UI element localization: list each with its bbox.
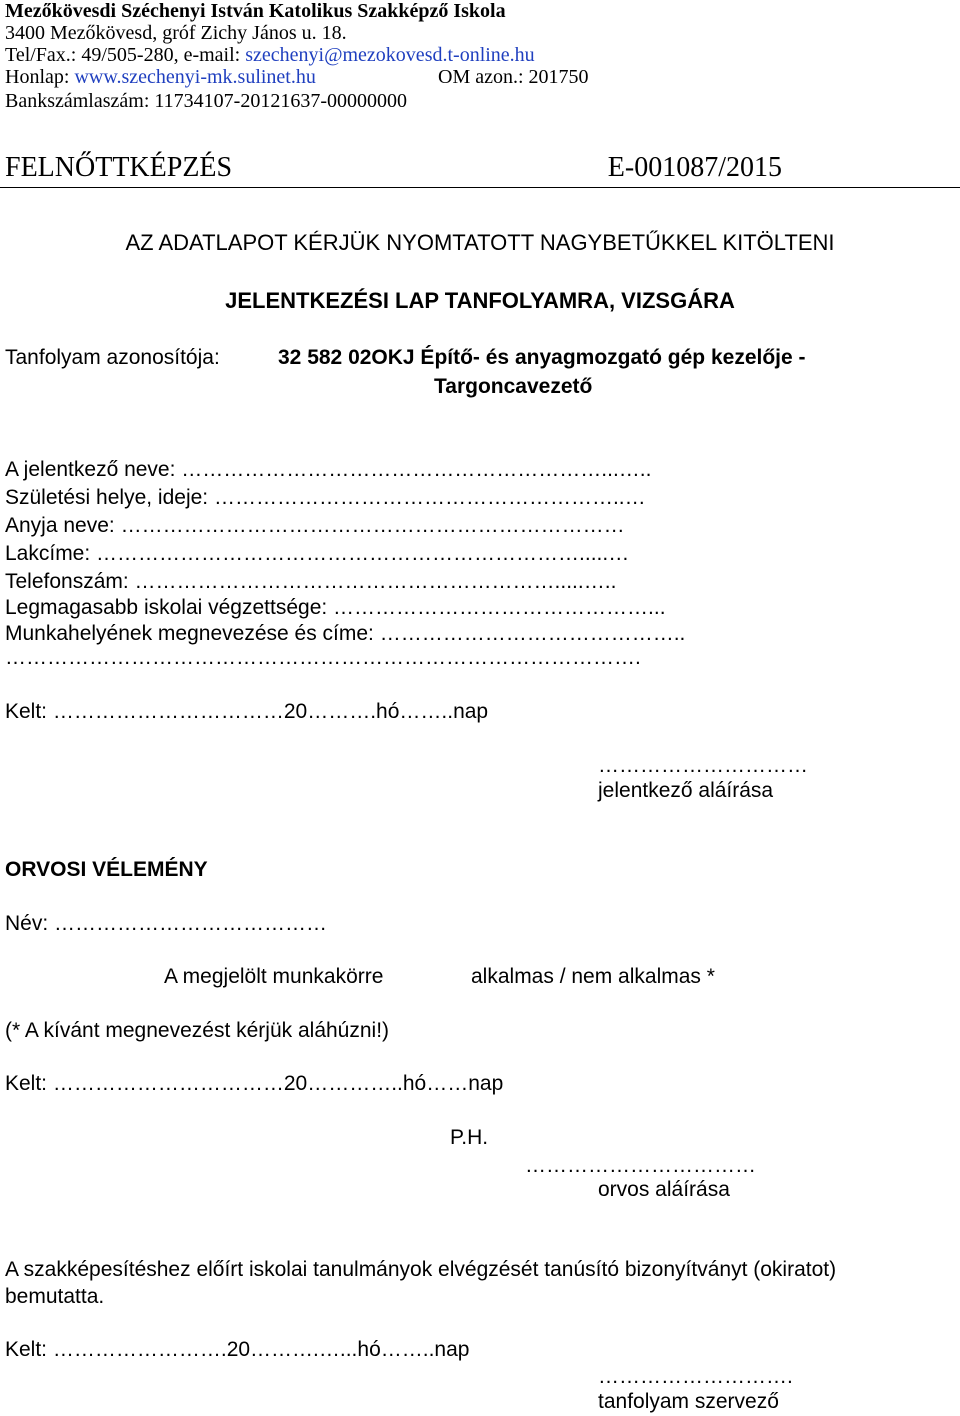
doctor-signature-label: orvos aláírása	[598, 1178, 730, 1201]
school-address: 3400 Mezőkövesd, gróf Zichy János u. 18.	[5, 22, 347, 44]
course-value-cont: Targoncavezető	[434, 375, 593, 398]
form-title: JELENTKEZÉSI LAP TANFOLYAMRA, VIZSGÁRA	[225, 288, 735, 313]
organizer-signature-line: ……………………….	[598, 1365, 793, 1388]
fill-instruction: AZ ADATLAPOT KÉRJÜK NYOMTATOTT NAGYBETŰKKEL KITÖLTENI	[125, 230, 835, 255]
course-label: Tanfolyam azonosítója:	[5, 346, 220, 369]
organizer-signature-label: tanfolyam szervező	[598, 1390, 779, 1413]
school-name: Mezőkövesdi Széchenyi István Katolikus Szakképző Iskola	[5, 0, 506, 22]
applicant-signature-line: …………………………	[598, 754, 808, 777]
workplace-field: Munkahelyének megnevezése és címe: ……………………………………..	[5, 622, 686, 645]
title-divider	[0, 187, 960, 188]
workplace-field-cont: ……………………………………………………………………………….	[5, 646, 641, 669]
applicant-name-field: A jelentkező neve: ……………………………………………………...…..	[5, 458, 652, 481]
applicant-signature-label: jelentkező aláírása	[598, 779, 774, 802]
phone-field: Telefonszám: …………………………………………………….....…..	[5, 570, 617, 593]
medical-name-field: Név: …………………………………	[5, 912, 328, 935]
bank-account: Bankszámlaszám: 11734107-20121637-00000000	[5, 90, 407, 112]
contact-line	[5, 44, 535, 66]
homepage-line	[5, 66, 316, 88]
medical-date-field: Kelt: ……………………………20…………..hó……nap	[5, 1072, 504, 1095]
address-field: Lakcíme: …………………………………………………………….....…	[5, 542, 630, 565]
telfax-label: Tel/Fax.: 49/505-280, e-mail:	[5, 44, 246, 66]
om-id: OM azon.: 201750	[438, 66, 589, 88]
job-label: A megjelölt munkakörre	[164, 965, 384, 988]
section-title: FELNŐTTKÉPZÉS	[5, 152, 233, 183]
underline-note: (* A kívánt megnevezést kérjük aláhúzni!)	[5, 1019, 390, 1042]
fitness-options: alkalmas / nem alkalmas *	[471, 965, 715, 988]
email-link[interactable]: szechenyi@mezokovesd.t-online.hu	[245, 44, 535, 66]
homepage-label: Honlap:	[5, 66, 75, 88]
certificate-text-cont: bemutatta.	[5, 1285, 105, 1308]
mother-name-field: Anyja neve: ………………………………………………………………	[5, 514, 625, 537]
certificate-date-field: Kelt: …………………….20……….…...hó……..nap	[5, 1338, 470, 1361]
registration-number: E-001087/2015	[607, 152, 782, 183]
homepage-link[interactable]: www.szechenyi-mk.sulinet.hu	[74, 66, 316, 88]
stamp-placeholder: P.H.	[450, 1126, 489, 1149]
doctor-signature-line: ……………………………	[525, 1154, 756, 1177]
course-value: 32 582 02OKJ Építő- és anyagmozgató gép kezelője -	[278, 346, 806, 369]
birth-place-date-field: Születési helye, ideje: …………………………………………………..…	[5, 486, 646, 509]
certificate-text: A szakképesítéshez előírt iskolai tanulmányok elvégzését tanúsító bizonyítványt (okiratot)	[5, 1258, 837, 1281]
education-field: Legmagasabb iskolai végzettsége: ………………………………………...	[5, 596, 666, 619]
applicant-date-field: Kelt: ……………………………20……….hó……..nap	[5, 700, 489, 723]
medical-heading: ORVOSI VÉLEMÉNY	[5, 858, 208, 881]
